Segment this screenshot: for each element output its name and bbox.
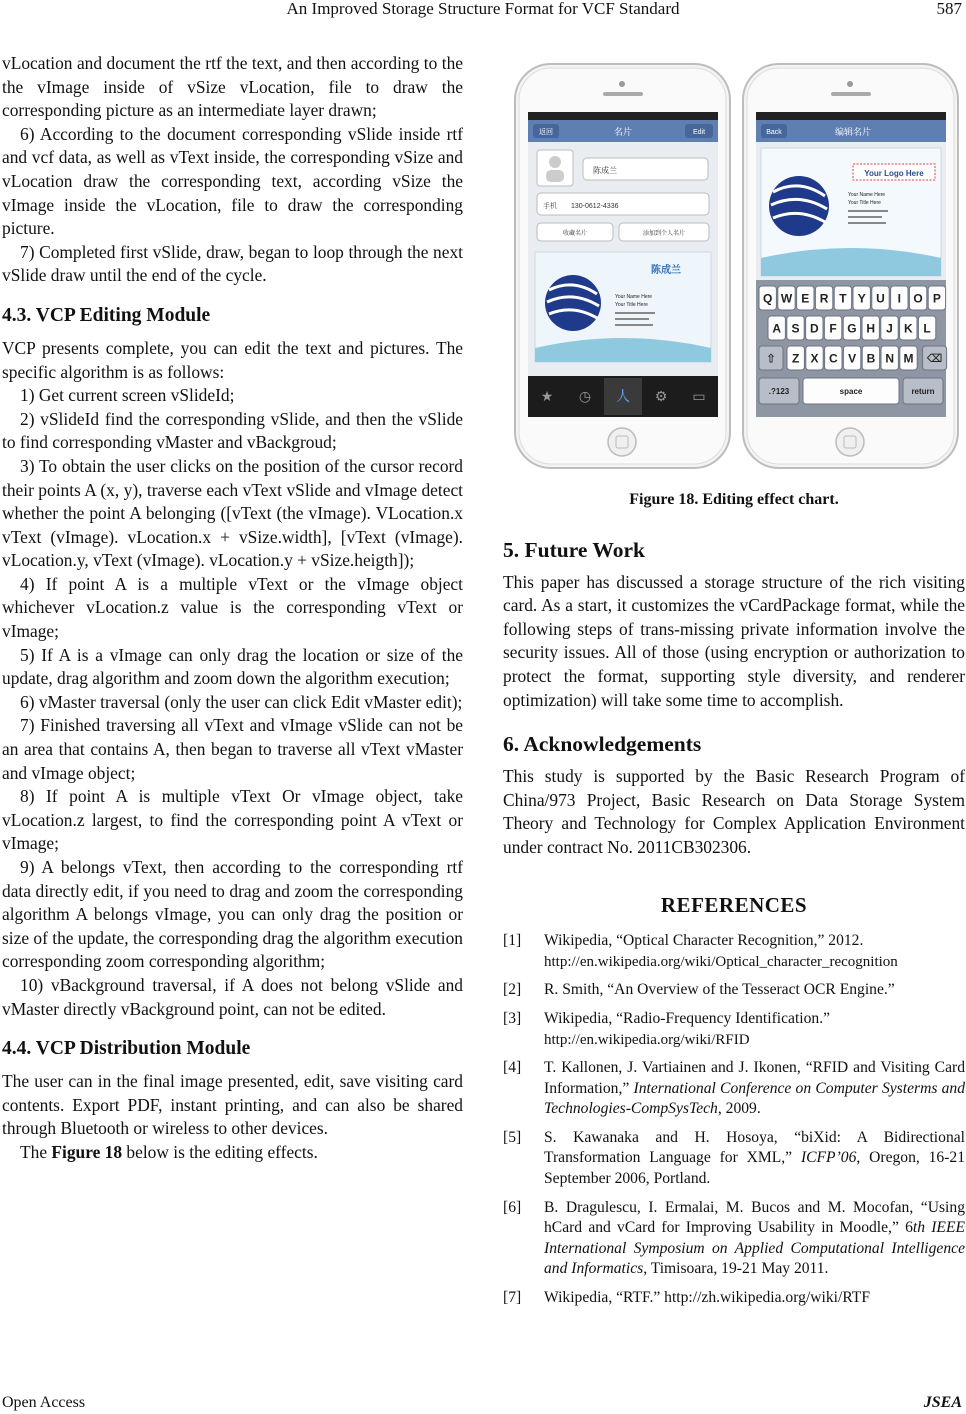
- reference-url: http://en.wikipedia.org/wiki/Optical_character_recognition: [544, 953, 898, 970]
- paragraph: The user can in the final image presented, edit, save visiting card contents. Export PDF, instant printing, and can also be shared through Bluetooth or wireless to other devices.: [2, 1071, 463, 1139]
- reference-text: S. Kawanaka and H. Hosoya, “biXid: A Bidirectional Transformation Language for XML,” ICFP’06, Oregon, 16-21 September 2006, Portland.: [544, 1128, 965, 1188]
- card-line-name: Your Name Here: [615, 294, 653, 300]
- reference-item: [503, 980, 965, 1001]
- paragraph: VCP presents complete, you can edit the text and pictures. The specific algorithm is as follows:: [2, 337, 463, 382]
- keyboard-key-label: ⌫: [926, 352, 943, 365]
- running-header: [0, 0, 966, 24]
- section-heading-4-4: 4.4. VCP Distribution Module: [2, 1038, 251, 1060]
- reference-number: [1]: [503, 932, 522, 950]
- reference-item: [503, 1288, 965, 1309]
- keyboard-key-label: D: [809, 321, 819, 336]
- keyboard-key-label: O: [913, 291, 923, 306]
- reference-text: T. Kallonen, J. Vartiainen and J. Ikonen, “RFID and Visiting Card Information,” International Conference on Computer Systerms and Technologies-CompSysTech, 2009.: [544, 1059, 966, 1118]
- card-line-title: Your Title Here: [848, 200, 881, 206]
- figure-reference: Figure 18: [51, 1141, 123, 1162]
- footer-journal: JSEA: [923, 1394, 962, 1411]
- text-run: below is the editing effects.: [122, 1141, 318, 1162]
- keyboard-key-label: W: [780, 291, 793, 306]
- phone-label: 手机: [543, 203, 557, 210]
- keyboard-key-label: V: [848, 351, 857, 366]
- nav-back-label: 返回: [539, 129, 553, 136]
- card-line-name: Your Name Here: [848, 192, 886, 198]
- list-item: 4) If point A is a multiple vText or the vImage object whichever vLocation.z value is the corresponding vText or vImage;: [2, 573, 463, 642]
- card-logo-text: Your Logo Here: [864, 169, 924, 178]
- keyboard-key-label: .?123: [768, 386, 790, 396]
- save-card-label: 收藏名片: [562, 231, 588, 237]
- list-item: 3) To obtain the user clicks on the position of the cursor record their points A (x, y), traverse each vText vSlide and vImage detect whether the point A belonging ([vText (the vImage). VLocation.x vText (vImage). vLocation.x + vSize.width], [vText (vImage). vLocation.y, vText (vImage). vLocation.y + vSize.heigth]);: [2, 455, 463, 571]
- nav-title: 编辑名片: [834, 127, 872, 137]
- nav-back-label: Back: [766, 129, 782, 136]
- right-column: [503, 52, 965, 1317]
- running-title: An Improved Storage Structure Format for VCF Standard: [286, 0, 680, 18]
- reference-number: [3]: [503, 1009, 522, 1027]
- keyboard-key-label: F: [829, 321, 837, 336]
- keyboard-key-label: R: [819, 291, 829, 306]
- reference-number: [6]: [503, 1198, 522, 1216]
- keyboard-key-label: G: [847, 321, 857, 336]
- reference-number: [5]: [503, 1128, 522, 1146]
- contact-name: 陈成兰: [593, 166, 617, 175]
- reference-item: [503, 1009, 965, 1050]
- reference-url: http://en.wikipedia.org/wiki/RFID: [544, 1031, 750, 1048]
- paragraph: This paper has discussed a storage structure of the rich visiting card. As a start, it customizes the vCardPackage format, while the following steps of trans-missing private information involve the security issues. All of those (using encryption or authorization to protect the format, supporting style diversity, and renderer optimization) will take some time to accomplish.: [503, 571, 965, 710]
- figure-caption: Figure 18. Editing effect chart.: [629, 491, 839, 508]
- reference-list: [503, 931, 965, 1309]
- paragraph: This study is supported by the Basic Research Program of China/973 Project, Basic Research on Data Storage System Theory and Technology for Complex Application Environment under contract No. 2011CB302306.: [503, 766, 965, 857]
- reference-text: B. Dragulescu, I. Ermalai, M. Bucos and M. Mocofan, “Using hCard and vCard for Improving Usability in Moodle,” 6th IEEE International Symposium on Applied Computational Intelligence and Informatics, Timisoara, 19-21 May 2011.: [544, 1198, 966, 1278]
- reference-text: Wikipedia, “Optical Character Recognition,” 2012. http://en.wikipedia.org/wiki/Optical_character_recognition: [544, 931, 965, 972]
- text-run: The: [20, 1141, 52, 1162]
- list-item: 8) If point A is multiple vText Or vImage object, take vLocation.z largest, to find the corresponding point A vText or vImage;: [2, 786, 463, 854]
- tab-icon-settings: ⚙: [654, 388, 668, 404]
- reference-number: [2]: [503, 981, 522, 999]
- reference-text: Wikipedia, “Radio-Frequency Identification.” http://en.wikipedia.org/wiki/RFID: [544, 1009, 965, 1050]
- left-column: [2, 52, 463, 1165]
- nav-title: 名片: [613, 127, 633, 137]
- keyboard-key-label: N: [885, 351, 895, 366]
- keyboard-key-label: B: [866, 351, 876, 366]
- reference-item: [503, 931, 965, 972]
- list-item: 5) If A is a vImage can only drag the location or size of the update, drag algorithm and zoom down the algorithm execution;: [2, 644, 463, 689]
- keyboard-key-label: Y: [857, 291, 866, 306]
- reference-venue: th IEEE International Symposium on Applied Computational Intelligence and Informatics: [544, 1219, 966, 1278]
- phone-right: [743, 64, 958, 468]
- list-item: 9) A belongs vText, then according to the corresponding rtf data directly edit, if you need to drag and zoom the corresponding algorithm A belongs vImage, you can only drag the position or size of the update, the corresponding drag the algorithm execution corresponding zoom corresponding algorithm;: [2, 857, 463, 972]
- reference-number: [4]: [503, 1059, 522, 1077]
- reference-item: [503, 1198, 965, 1280]
- keyboard-key-label: S: [791, 321, 800, 336]
- footer-open-access: Open Access: [2, 1394, 86, 1411]
- keyboard-key-label: C: [828, 351, 838, 366]
- list-item: 2) vSlideId find the corresponding vSlide, and then the vSlide to find corresponding vMaster and vBackgroud;: [2, 408, 463, 453]
- list-item: 1) Get current screen vSlideId;: [20, 385, 235, 406]
- keyboard-key-label: T: [839, 291, 847, 306]
- keyboard-key-label: Q: [763, 291, 773, 306]
- paragraph: 7) Completed first vSlide, draw, began to loop through the next vSlide draw until the end of the cycle.: [2, 241, 463, 286]
- page-number: 587: [936, 0, 962, 18]
- keyboard-key-label: return: [911, 386, 935, 396]
- paragraph: [2, 1141, 463, 1165]
- section-heading-4-3: 4.3. VCP Editing Module: [2, 304, 211, 326]
- nav-edit-label: Edit: [692, 129, 706, 136]
- keyboard-key-label: H: [866, 321, 876, 336]
- keyboard-key-label: A: [772, 321, 782, 336]
- phone-left: [515, 64, 730, 468]
- reference-venue: International Conference on Computer Systerms and Technologies-CompSysTech: [544, 1079, 966, 1118]
- keyboard-key-label: K: [903, 321, 913, 336]
- section-heading-6: 6. Acknowledgements: [503, 732, 702, 757]
- tab-icon-star: ★: [540, 388, 554, 404]
- tab-icon-clock: ◷: [578, 388, 592, 404]
- reference-item: [503, 1128, 965, 1190]
- keyboard-key-label: Z: [792, 351, 800, 366]
- keyboard-key-label: E: [801, 291, 810, 306]
- list-item: 7) Finished traversing all vText and vImage vSlide can not be an area that contains A, then began to traverse all vText vMaster and vImage object;: [2, 715, 463, 783]
- reference-item: [503, 1058, 965, 1120]
- keyboard-key-label: P: [932, 291, 941, 306]
- keyboard-key-label: U: [876, 291, 885, 306]
- keyboard-key-label: I: [897, 291, 901, 306]
- reference-text: R. Smith, “An Overview of the Tesseract OCR Engine.”: [544, 981, 895, 999]
- reference-number: [7]: [503, 1289, 522, 1307]
- keyboard-key-label: J: [886, 321, 893, 336]
- section-heading-5: 5. Future Work: [503, 537, 645, 562]
- card-name: 陈成兰: [651, 265, 681, 276]
- page-footer: [0, 1394, 966, 1414]
- phone-value: 130-0612-4336: [571, 203, 619, 210]
- keyboard-key-label: M: [903, 351, 914, 366]
- add-card-label: 添加到个人名片: [642, 231, 686, 237]
- card-line-title: Your Title Here: [615, 302, 648, 308]
- keyboard-key-label: ⇧: [765, 351, 777, 366]
- keyboard-key-label: space: [839, 386, 863, 396]
- figure-18: [503, 58, 965, 478]
- keyboard-key-label: L: [923, 321, 931, 336]
- phones-illustration: [503, 58, 965, 478]
- tab-icon-more: ▭: [692, 388, 706, 404]
- list-item: 6) vMaster traversal (only the user can click Edit vMaster edit);: [20, 691, 463, 712]
- paragraph: 6) According to the document corresponding vSlide inside rtf and vcf data, as well as vText inside, the corresponding vSize and vLocation draw the corresponding text, according vSize the vImage inside the vLocation, file to draw the corresponding picture.: [2, 123, 463, 239]
- tab-icon-contact: 人: [616, 388, 630, 404]
- references-heading: REFERENCES: [660, 892, 808, 917]
- keyboard-key-label: X: [810, 351, 819, 366]
- reference-text: Wikipedia, “RTF.” http://zh.wikipedia.org/wiki/RTF: [544, 1289, 870, 1307]
- list-item: 10) vBackground traversal, if A does not belong vSlide and vMaster directly vBackground point, can not be edited.: [2, 974, 463, 1019]
- paragraph: vLocation and document the rtf the text, and then according to the the vImage inside of vSize vLocation, file to draw the corresponding picture as an intermediate layer drawn;: [2, 53, 463, 121]
- reference-venue: ICFP’06: [800, 1149, 857, 1167]
